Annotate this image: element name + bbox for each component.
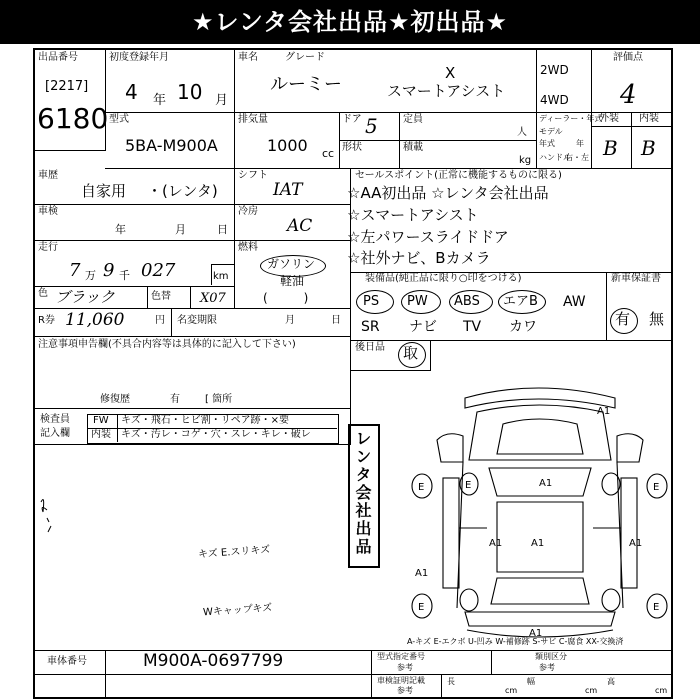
- mark-e-fl: E: [418, 482, 425, 493]
- doors-value: 5: [365, 114, 378, 138]
- handnote-2: Wキャップキズ: [202, 602, 273, 619]
- mark-a1-hood: A1: [539, 478, 553, 489]
- mileage-man: 7: [69, 260, 81, 281]
- eq-pw: PW: [407, 294, 428, 309]
- ext-grade: B: [603, 136, 618, 160]
- mark-a1-side: A1: [415, 568, 429, 579]
- mileage-sen-unit: 千: [119, 269, 130, 282]
- inspector-int: 内装: [91, 429, 111, 440]
- cert-width-unit: cm: [585, 686, 598, 695]
- mark-e-wheel: E: [465, 480, 472, 491]
- first-reg-month-unit: 月: [215, 93, 229, 108]
- doors-label: ドア: [342, 114, 362, 125]
- name-change-day: 日: [331, 315, 341, 326]
- recycle-unit: 円: [155, 315, 165, 326]
- lot-sub-number: [2217]: [45, 79, 89, 94]
- fuel-other: ( ): [263, 291, 309, 305]
- mark-a1-right: A1: [629, 538, 643, 549]
- dealer-year-label: 年式: [539, 139, 555, 148]
- sales-line-3: ☆左パワースライドドア: [347, 228, 509, 246]
- mark-a1-left: A1: [489, 538, 503, 549]
- eq-sr: SR: [361, 319, 380, 335]
- eq-airbag: エアB: [503, 294, 538, 309]
- mark-e-rl: E: [418, 602, 425, 613]
- sales-line-2: ☆スマートアシスト: [347, 206, 479, 224]
- handle-value: 右・左: [565, 153, 589, 162]
- mark-e-rr: E: [653, 602, 660, 613]
- equipment-label: 装備品(純正品に限り○印をつける): [365, 273, 522, 284]
- aircon-value: AC: [287, 216, 313, 236]
- later-label: 後日品: [355, 342, 385, 353]
- cert-length: 長: [447, 677, 455, 686]
- cert-height: 高: [607, 677, 615, 686]
- color-value: ブラック: [55, 288, 115, 306]
- eq-ps: PS: [363, 294, 380, 309]
- type-spec-label-2: 参考: [397, 663, 413, 672]
- sales-line-4: ☆社外ナビ、Bカメラ: [347, 249, 491, 267]
- lot-number: 6180: [37, 102, 109, 135]
- repair-label: 修復歴: [100, 394, 130, 405]
- inspector-label-1: 検査員: [40, 414, 70, 425]
- car-name-value: ルーミー: [270, 74, 342, 95]
- mileage-label: 走行: [38, 242, 58, 253]
- cert-label-2: 参考: [397, 686, 413, 695]
- fuel-diesel: 軽油: [280, 274, 305, 288]
- inspector-label-2: 記入欄: [40, 428, 70, 439]
- warranty-none: 無: [649, 310, 665, 328]
- dealer-model-label: モデル: [539, 127, 563, 136]
- first-reg-year: 4: [125, 80, 138, 104]
- history-label: 車歴: [38, 170, 58, 181]
- name-change-label: 名変期限: [177, 315, 217, 326]
- eq-aw: AW: [563, 294, 586, 310]
- dealer-year-unit: 年: [576, 139, 584, 148]
- grade-line2: スマートアシスト: [387, 82, 506, 100]
- first-reg-month: 10: [177, 80, 203, 104]
- name-change-month: 月: [285, 315, 295, 326]
- dealer-label: ディーラー・年式: [539, 114, 603, 123]
- chassis-row-line: [35, 674, 371, 675]
- chassis-label: 車体番号: [47, 656, 87, 667]
- displacement-label: 排気量: [238, 114, 268, 125]
- inspector-fw: FW: [93, 415, 109, 426]
- displacement-value: 1000: [267, 136, 308, 155]
- cert-length-unit: cm: [505, 686, 518, 695]
- cert-col-line: [441, 674, 442, 697]
- category-sub: 参考: [539, 663, 555, 672]
- handle-label: ハンドル: [539, 153, 571, 162]
- first-reg-label: 初度登録年月: [109, 52, 169, 63]
- warranty-has: 有: [615, 310, 631, 328]
- inspector-int-text: キズ・汚レ・コゲ・穴・スレ・キレ・破レ: [121, 429, 311, 440]
- eq-navi: ナビ: [409, 319, 437, 335]
- mark-a1-roof: A1: [531, 538, 545, 549]
- int-label: 内装: [639, 113, 659, 124]
- mark-e-fr: E: [653, 482, 660, 493]
- recycle-label: R券: [38, 315, 55, 326]
- fuel-gas: ガソリン: [267, 257, 316, 271]
- displacement-unit: cc: [322, 147, 335, 160]
- sales-label: セールスポイント(正常に機能するものに限る): [355, 170, 562, 181]
- inspector-fw-text: キズ・飛石・ヒビ割・リペア跡・×要: [121, 415, 289, 426]
- rating-label: 評価点: [613, 52, 643, 63]
- shift-value: IAT: [273, 180, 303, 200]
- notes-label: 注意事項申告欄(不具合内容等は具体的に記入して下さい): [38, 339, 296, 350]
- grade-label: グレード: [285, 52, 325, 63]
- capacity-unit: 人: [517, 127, 527, 138]
- eq-tv: TV: [463, 319, 482, 335]
- repair-value: 有: [170, 394, 180, 405]
- lot-label: 出品番号: [38, 52, 78, 63]
- car-name-label: 車名: [238, 52, 258, 63]
- history-value: 自家用: [81, 182, 127, 200]
- ext-label: 外装: [599, 113, 619, 124]
- page-banner: ★レンタ会社出品★初出品★: [0, 0, 700, 44]
- inspection-label: 車検: [38, 206, 58, 217]
- mileage-man-unit: 万: [85, 269, 96, 282]
- shift-label: シフト: [238, 170, 268, 181]
- type-spec-label-1: 型式指定番号: [377, 652, 425, 661]
- cert-width: 幅: [527, 677, 535, 686]
- model-label: 型式: [109, 114, 129, 125]
- car-diagram: [407, 368, 671, 648]
- mileage-sen: 9: [103, 260, 115, 281]
- aircon-label: 冷房: [238, 206, 258, 217]
- later-value: 取: [403, 344, 419, 362]
- model-value: 5BA-M900A: [125, 136, 218, 155]
- color-change-label: 色替: [151, 291, 171, 302]
- mileage-rest: 027: [141, 260, 176, 281]
- inspection-day-unit: 日: [217, 223, 228, 236]
- load-label: 積載: [403, 142, 423, 153]
- mark-a1-front: A1: [597, 406, 611, 417]
- category-cell: [491, 650, 671, 675]
- rating-value: 4: [620, 80, 637, 110]
- sales-line-1: ☆AA初出品 ☆レンタ会社出品: [347, 184, 549, 202]
- capacity-label: 定員: [403, 114, 423, 125]
- warranty-label: 新車保証書: [611, 273, 661, 284]
- repair-count: [ 箇所: [205, 394, 233, 405]
- drive-2wd: 2WD: [540, 63, 569, 77]
- grade-line1: X: [445, 64, 456, 82]
- category-label: 類別区分: [535, 652, 567, 661]
- inspection-year-unit: 年: [115, 223, 126, 236]
- shape-label: 形状: [342, 142, 362, 153]
- color-label: 色: [38, 288, 48, 299]
- load-unit: kg: [519, 155, 532, 166]
- color-code: X07: [200, 291, 226, 306]
- cert-label-1: 車検証明記載: [377, 676, 425, 685]
- eq-abs: ABS: [454, 294, 480, 309]
- mark-a1-rear: A1: [529, 628, 543, 639]
- rental-stamp-text: レンタ会社出品: [353, 430, 372, 556]
- auction-sheet: [33, 48, 673, 699]
- cert-height-unit: cm: [655, 686, 668, 695]
- drive-4wd: 4WD: [540, 93, 569, 107]
- recycle-value: 11,060: [65, 310, 125, 330]
- inspection-month-unit: 月: [175, 223, 186, 236]
- mileage-unit: km: [213, 271, 229, 282]
- fuel-label: 燃料: [238, 242, 258, 253]
- handnote-1: キズ E.スリキズ: [197, 544, 271, 561]
- chassis-col-line: [105, 650, 106, 697]
- eq-leather: カワ: [509, 319, 537, 335]
- first-reg-year-unit: 年: [153, 93, 167, 108]
- int-grade: B: [641, 136, 656, 160]
- chassis-value: M900A-0697799: [143, 651, 284, 671]
- history-rental: ・(レンタ): [147, 182, 218, 200]
- diagram-legend: A-キズ E-エクボ U-凹み W-補修跡 S-サビ C-腐食 XX-交換済: [407, 637, 624, 646]
